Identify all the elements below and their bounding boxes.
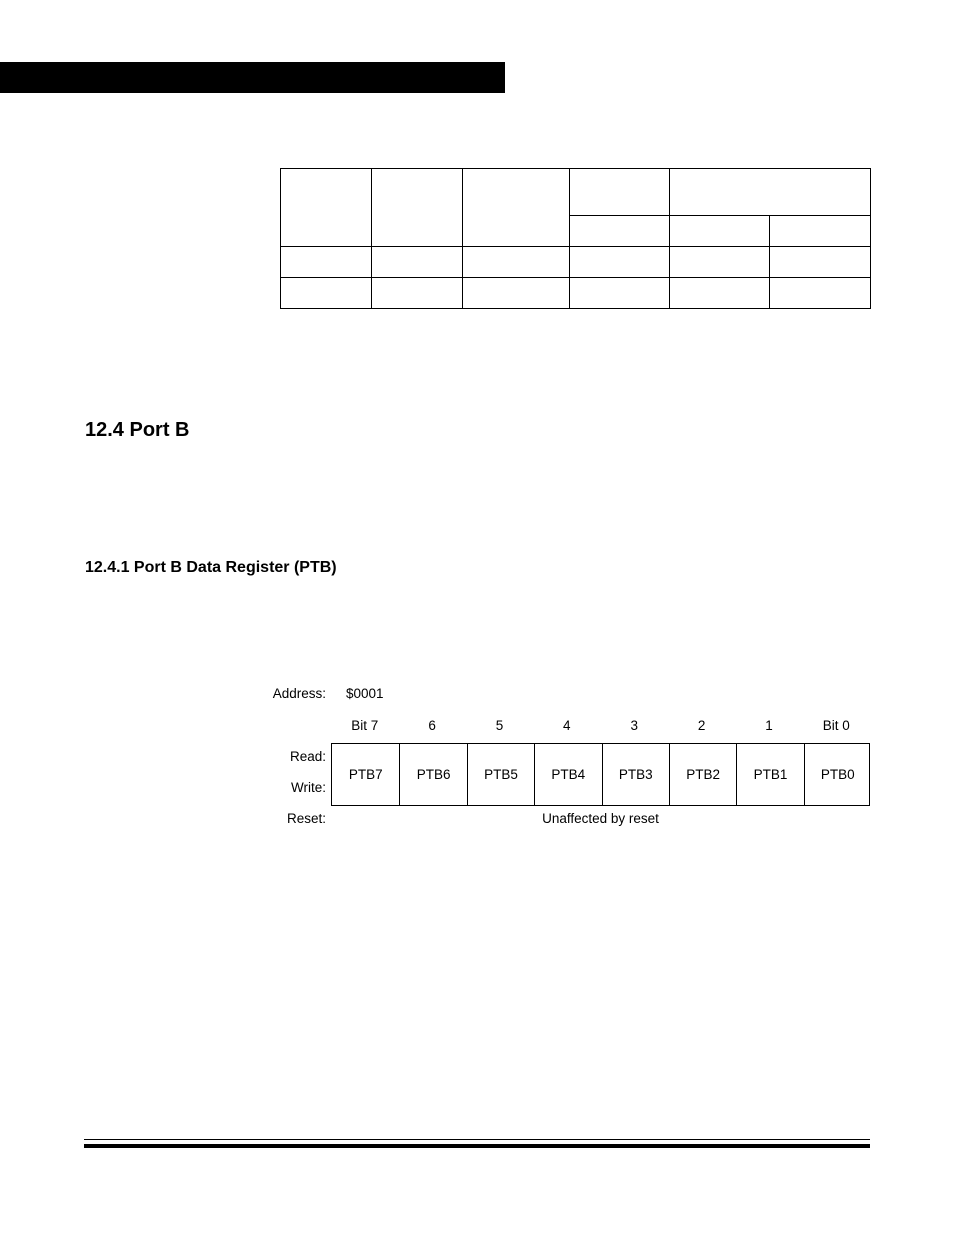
read-label: Read:	[289, 749, 326, 764]
table-cell	[570, 247, 670, 278]
empty-table	[280, 168, 871, 309]
register-bit-cell: PTB6	[399, 744, 466, 805]
register-bit-cell: PTB5	[467, 744, 534, 805]
reset-value: Unaffected by reset	[542, 811, 659, 826]
register-bit-cell: PTB0	[804, 744, 871, 805]
table-cell	[372, 247, 463, 278]
table-cell	[770, 278, 871, 309]
table-cell	[670, 169, 871, 216]
bit-number: Bit 0	[822, 718, 850, 733]
register-bit-cell: PTB4	[534, 744, 601, 805]
bit-number: 1	[765, 718, 773, 733]
write-label: Write:	[290, 780, 326, 795]
table-cell	[770, 247, 871, 278]
bit-number: Bit 7	[351, 718, 379, 733]
table-cell	[670, 247, 770, 278]
table-cell	[570, 278, 670, 309]
bit-number: 3	[630, 718, 638, 733]
bit-number-row	[331, 718, 870, 736]
address-value: $0001	[346, 686, 384, 701]
table-cell	[372, 278, 463, 309]
table-cell	[570, 216, 670, 247]
subsection-heading: 12.4.1 Port B Data Register (PTB)	[85, 559, 337, 576]
reset-label: Reset:	[286, 811, 326, 826]
table-cell	[463, 247, 570, 278]
table-cell	[281, 247, 372, 278]
register-bit-cell: PTB1	[736, 744, 803, 805]
table-cell	[281, 169, 372, 247]
header-bar	[0, 62, 505, 93]
table-cell	[670, 278, 770, 309]
table-cell	[372, 169, 463, 247]
address-label: Address:	[272, 686, 326, 701]
register-bit-cell: PTB7	[348, 767, 383, 782]
bit-number: 4	[563, 718, 571, 733]
table-cell	[463, 278, 570, 309]
register-bit-cell: PTB2	[669, 744, 736, 805]
table-cell	[463, 169, 570, 247]
register-diagram	[331, 743, 870, 806]
table-cell	[570, 169, 670, 216]
bit-number: 6	[428, 718, 436, 733]
table-cell	[281, 278, 372, 309]
bit-number: 2	[697, 718, 706, 733]
section-heading: 12.4 Port B	[85, 419, 190, 441]
bit-number: 5	[495, 718, 504, 733]
register-bit-cell: PTB3	[602, 744, 669, 805]
table-cell	[670, 216, 770, 247]
footer-rule-thick	[84, 1144, 870, 1148]
footer-rule-thin	[84, 1139, 870, 1140]
table-cell	[770, 216, 871, 247]
